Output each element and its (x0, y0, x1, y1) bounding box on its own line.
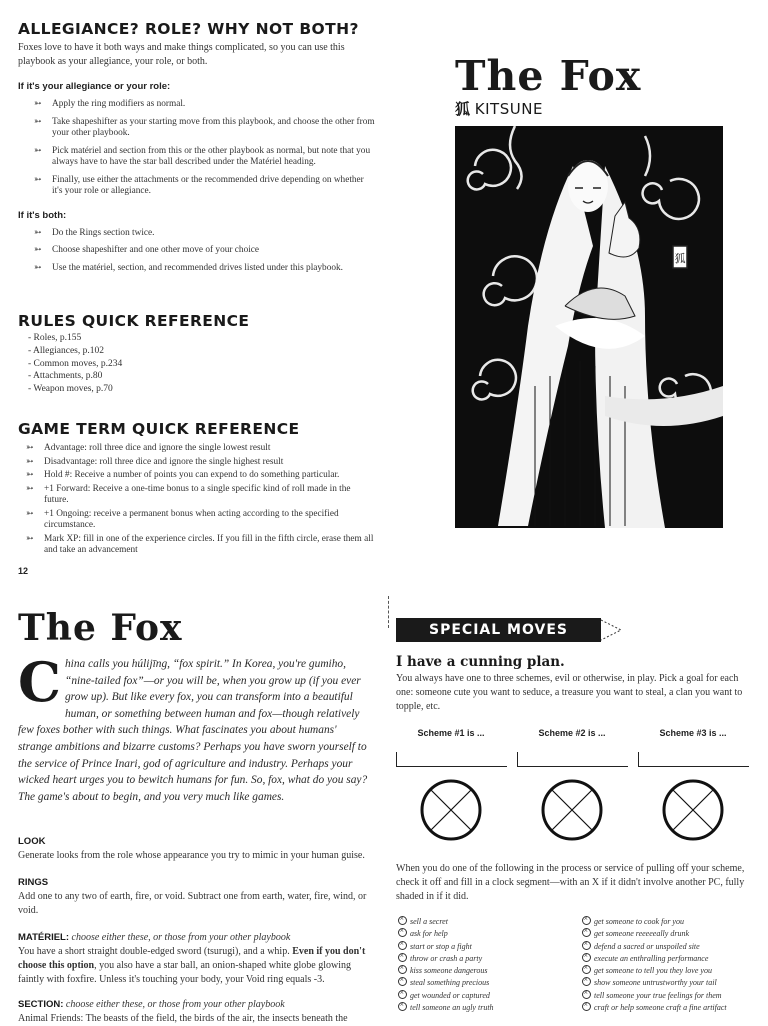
checkbox-icon[interactable] (398, 977, 407, 986)
materiel-label: MATÉRIEL: (18, 932, 70, 943)
checkbox-icon[interactable] (398, 953, 407, 962)
checklist-item[interactable]: ×get someone reeeeeally drunk (582, 928, 727, 940)
special-moves-banner: SPECIAL MOVES (396, 618, 601, 642)
checkbox-icon[interactable] (398, 928, 407, 937)
list-item: ➳ Mark XP: fill in one of the experience circles. If you fill in the fifth circle, erase them all and take an advancement (26, 533, 374, 555)
list-item: ➳ +1 Forward: Receive a one-time bonus to a single specific kind of roll made in the future. (26, 483, 351, 505)
checklist-left (398, 916, 494, 1014)
after-text: When you do one of the following in the process or service of pulling off your scheme, check it off and fill in a clock segment—with an X if it didn't involve another PC, fully shaded in if it did. (396, 863, 745, 902)
rules-section (18, 312, 376, 396)
checkbox-icon[interactable] (582, 928, 591, 937)
look-section (18, 836, 376, 863)
move-text: You always have one to three schemes, evil or otherwise, in play. Pick a goal for each one: someone cute you want to seduce, a treasure you want to steal, a clan you want to topple, etc. (396, 673, 743, 712)
rules-heading: RULES QUICK REFERENCE (18, 312, 250, 330)
list-item: - Allegiances, p.102 (28, 345, 104, 356)
checklist-item[interactable]: ×show someone untrustworthy your tail (582, 977, 727, 989)
intro-text: hina calls you húlijīng, “fox spirit.” In Korea, you're gumiho, “nine-tailed fox”—or you will be, when you grow up (if you ever grow up). But like every fox, you can transform into a beautiful human, or something between human and fox—though relatively few foxes bother with such things. What fascinates you about humans' strange ambitions and bizarre customs? Perhaps you have sworn yourself to the service of Prince Inari, god of agriculture and industry. Perhaps your wicked heart urges you to bewitch humans for fun. So, fox, what do you say? The game's about to begin, and you very much like games. (18, 658, 368, 803)
list-item: ➳ Advantage: roll three dice and ignore the single lowest result (26, 443, 271, 453)
checkbox-icon[interactable] (398, 990, 407, 999)
column-divider (388, 596, 389, 628)
checklist-item[interactable]: ×get someone to cook for you (582, 916, 727, 928)
arrow-icon: ➳ (26, 533, 34, 544)
checkbox-icon[interactable] (582, 990, 591, 999)
arrow-icon: ➳ (34, 116, 42, 127)
list-item: ➳ Pick matériel and section from this or the other playbook as normal, but note that you always have to have the star ball described under the Matériel heading. (34, 145, 371, 167)
checkbox-icon[interactable] (582, 953, 591, 962)
list-item: ➳ Finally, use either the attachments or the recommended drive depending on whether it's your role or allegiance. (34, 174, 364, 196)
list-item: ➳ Take shapeshifter as your starting move from this playbook, and choose the other from your other playbook. (34, 116, 375, 138)
fox-illustration (455, 126, 723, 528)
rules-list (28, 332, 376, 396)
list-item: - Roles, p.155 (28, 333, 82, 343)
arrow-icon: ➳ (34, 245, 42, 255)
arrow-icon: ➳ (34, 262, 42, 273)
subtitle (455, 98, 543, 119)
checkbox-icon[interactable] (582, 916, 591, 925)
list-item: - Common moves, p.234 (28, 358, 123, 369)
subtitle-text: KITSUNE (474, 100, 543, 118)
both-label: If it's both: (18, 209, 67, 221)
materiel-section (18, 931, 376, 987)
list-item: ➳ Apply the ring modifiers as normal. (34, 99, 186, 109)
checklist-item[interactable]: ×craft or help someone craft a fine artifact (582, 1002, 727, 1014)
both-list (34, 228, 376, 275)
section-section (18, 998, 376, 1026)
arrow-icon: ➳ (26, 456, 34, 467)
illustration-art (455, 126, 723, 528)
move-title: I have a cunning plan. (396, 654, 565, 670)
page-number: 12 (18, 566, 29, 576)
list-item: ➳ +1 Ongoing: receive a permanent bonus when acting according to the specified circumstance. (26, 508, 339, 530)
checklist-item[interactable]: ×tell someone an ugly truth (398, 1002, 494, 1014)
arrow-icon: ➳ (26, 470, 34, 480)
scheme-clock-1[interactable] (420, 779, 482, 841)
scheme-input-2[interactable] (517, 752, 628, 767)
checkbox-icon[interactable] (398, 916, 407, 925)
checklist-item[interactable]: ×get someone to tell you they love you (582, 965, 727, 977)
checkbox-icon[interactable] (582, 977, 591, 986)
arrow-icon: ➳ (26, 443, 34, 453)
checkbox-icon[interactable] (398, 941, 407, 950)
scheme-clock-3[interactable] (662, 779, 724, 841)
checklist-item[interactable]: ×start or stop a fight (398, 941, 494, 953)
checklist-item[interactable]: ×defend a sacred or unspoiled site (582, 941, 727, 953)
list-item: ➳ Choose shapeshifter and one other move of your choice (34, 245, 260, 255)
list-item: - Attachments, p.80 (28, 371, 103, 382)
kanji-glyph: 狐 (455, 100, 471, 118)
scheme-label-3: Scheme #3 is ... (659, 728, 727, 738)
terms-heading: GAME TERM QUICK REFERENCE (18, 420, 300, 438)
arrow-icon: ➳ (34, 174, 42, 185)
checklist-item[interactable]: ×throw or crash a party (398, 953, 494, 965)
checklist-item[interactable]: ×ask for help (398, 928, 494, 940)
checklist-item[interactable]: ×tell someone your true feelings for them (582, 990, 727, 1002)
materiel-note: choose either these, or those from your other playbook (71, 932, 291, 943)
look-label: LOOK (18, 836, 46, 847)
terms-list (26, 443, 376, 557)
checkbox-icon[interactable] (582, 965, 591, 974)
scheme-clock-2[interactable] (541, 779, 603, 841)
terms-section (18, 420, 376, 559)
checkbox-icon[interactable] (582, 1002, 591, 1011)
arrow-icon: ➳ (26, 508, 34, 519)
list-item: ➳ Hold #: Receive a number of points you can expend to do something particular. (26, 470, 340, 480)
list-item: - Weapon moves, p.70 (28, 384, 113, 395)
checklist-item[interactable]: ×sell a secret (398, 916, 494, 928)
either-label: If it's your allegiance or your role: (18, 81, 171, 92)
allegiance-section (18, 20, 376, 280)
scheme-input-1[interactable] (396, 752, 507, 767)
list-item: ➳ Disadvantage: roll three dice and ignore the single highest result (26, 456, 284, 467)
section-title: The Fox (18, 607, 183, 649)
rings-text: Add one to any two of earth, fire, or void. Subtract one from earth, water, fire, wind, or void. (18, 891, 367, 916)
checklist-item[interactable]: ×kiss someone dangerous (398, 965, 494, 977)
section-label: SECTION: (18, 999, 64, 1010)
list-item: ➳ Do the Rings section twice. (34, 227, 155, 238)
page-title: The Fox (455, 52, 642, 100)
seal-glyph: 狐 (674, 252, 686, 265)
scheme-label-1: Scheme #1 is ... (417, 728, 485, 738)
look-text: Generate looks from the role whose appearance you try to mimic in your human guise. (18, 850, 365, 861)
arrow-icon: ➳ (34, 99, 42, 109)
dropcap: C (18, 650, 61, 714)
section-note: choose either these, or those from your other playbook (65, 999, 285, 1010)
rings-section (18, 877, 376, 918)
checklist-right (582, 916, 727, 1014)
scheme-label-2: Scheme #2 is ... (538, 728, 606, 738)
rings-label: RINGS (18, 877, 49, 888)
arrow-icon: ➳ (26, 483, 34, 494)
checklist-item[interactable]: ×steal something precious (398, 977, 494, 989)
intro-paragraph (18, 650, 373, 805)
arrow-icon: ➳ (34, 227, 42, 238)
checkbox-icon[interactable] (582, 941, 591, 950)
arrow-icon: ➳ (34, 145, 42, 156)
checklist-item[interactable]: ×get wounded or captured (398, 990, 494, 1002)
section-paragraph: SECTION: choose either these, or those from your other playbook Animal Friends: The beasts of the field, the birds of the air, the insects beneath the (18, 999, 348, 1024)
allegiance-intro: Foxes love to have it both ways and make things complicated, so you can use this playbook as your allegiance, your role, or both. (18, 42, 345, 67)
scheme-input-3[interactable] (638, 752, 749, 767)
checkbox-icon[interactable] (398, 965, 407, 974)
list-item: ➳ Use the matériel, section, and recommended drives listed under this playbook. (34, 262, 343, 273)
checkbox-icon[interactable] (398, 1002, 407, 1011)
checklist-item[interactable]: ×execute an enthralling performance (582, 953, 727, 965)
materiel-paragraph: MATÉRIEL: choose either these, or those from your other playbook You have a short straight double-edged sword (tsurugi), and a whip. Even if you don't choose this option, you also have a star ball, an onion-shaped white globe glowing faintly with foxfire. Unless it's touching your body, your Void ring equals -3. (18, 932, 366, 985)
either-list (34, 99, 376, 198)
allegiance-heading: ALLEGIANCE? ROLE? WHY NOT BOTH? (18, 20, 359, 38)
banner-arrow-icon (601, 618, 625, 642)
